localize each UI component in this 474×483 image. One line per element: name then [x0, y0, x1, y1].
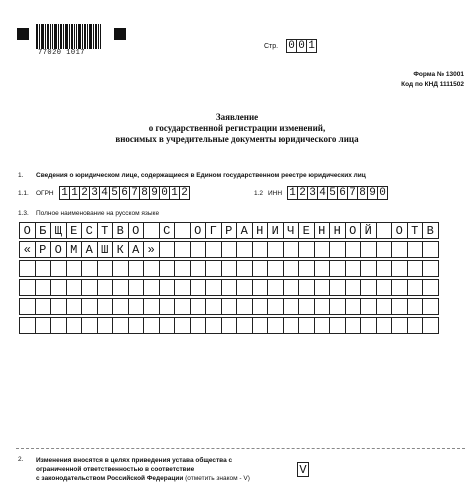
corner-marker-right	[114, 28, 126, 40]
name-letter-cell: О	[391, 222, 408, 239]
name-letter-cell	[329, 260, 346, 277]
name-letter-cell	[314, 241, 331, 258]
title-line-3: вносимых в учредительные документы юридического лица	[115, 134, 359, 144]
section-divider	[16, 448, 465, 449]
name-letter-cell	[205, 241, 222, 258]
name-letter-cell	[143, 260, 160, 277]
inn-number: 1.2	[254, 190, 264, 197]
name-letter-cell	[81, 279, 98, 296]
name-letter-cell	[81, 260, 98, 277]
name-letter-cell	[391, 260, 408, 277]
name-letter-cell	[50, 279, 67, 296]
corner-marker-left	[17, 28, 29, 40]
name-letter-cell	[298, 317, 315, 334]
section-2-hint: (отметить знаком - V)	[185, 475, 250, 482]
ogrn-digit-cell: 7	[129, 186, 140, 200]
ogrn-digit-cell: 8	[139, 186, 150, 200]
name-letter-cell	[66, 298, 83, 315]
name-letter-cell	[190, 279, 207, 296]
name-letter-cell	[159, 260, 176, 277]
name-letter-cell	[221, 317, 238, 334]
name-letter-cell	[143, 222, 160, 239]
ogrn-digit-cell: 9	[149, 186, 160, 200]
inn-digit-cell: 8	[357, 186, 368, 200]
name-letter-cell: Т	[97, 222, 114, 239]
name-letter-cell	[391, 241, 408, 258]
name-letter-cell	[360, 317, 377, 334]
barcode	[36, 24, 101, 49]
name-label: Полное наименование на русском языке	[36, 210, 160, 217]
name-letter-cell	[143, 317, 160, 334]
name-letter-cell: Н	[252, 222, 269, 239]
ogrn-digit-cell: 2	[179, 186, 190, 200]
name-letter-cell	[81, 317, 98, 334]
name-letter-cell: Ш	[97, 241, 114, 258]
name-letter-cell	[50, 317, 67, 334]
inn-digit-cell: 4	[317, 186, 328, 200]
name-letter-cell: Р	[221, 222, 238, 239]
name-letter-cell: С	[159, 222, 176, 239]
section-2-line-3: с законодательством Российской Федерации	[36, 475, 184, 482]
name-letter-cell	[112, 298, 129, 315]
name-letter-cell	[298, 298, 315, 315]
name-letter-cell	[97, 317, 114, 334]
name-letter-cell	[329, 241, 346, 258]
section-2-line-2: ограниченной ответственностью в соответствие	[36, 466, 195, 473]
name-letter-cell	[283, 279, 300, 296]
name-letter-cell	[391, 279, 408, 296]
name-row	[19, 317, 439, 334]
name-letter-cell	[236, 260, 253, 277]
name-letter-cell	[360, 241, 377, 258]
ogrn-digit-cell: 4	[99, 186, 110, 200]
name-letter-cell	[66, 260, 83, 277]
inn-field[interactable]	[287, 186, 388, 200]
name-letter-cell: Б	[35, 222, 52, 239]
name-letter-cell	[391, 317, 408, 334]
name-letter-cell	[159, 241, 176, 258]
name-letter-cell	[252, 298, 269, 315]
name-grid[interactable]	[19, 222, 439, 336]
inn-digit-cell: 1	[287, 186, 298, 200]
name-letter-cell	[345, 241, 362, 258]
name-letter-cell	[97, 260, 114, 277]
name-letter-cell	[407, 279, 424, 296]
name-row	[19, 241, 439, 258]
name-letter-cell	[174, 222, 191, 239]
name-letter-cell	[283, 260, 300, 277]
ogrn-label: ОГРН	[36, 190, 54, 197]
name-letter-cell	[35, 279, 52, 296]
name-letter-cell	[205, 260, 222, 277]
name-letter-cell	[66, 279, 83, 296]
name-letter-cell	[19, 298, 36, 315]
name-letter-cell	[407, 298, 424, 315]
name-letter-cell	[174, 317, 191, 334]
name-letter-cell	[236, 279, 253, 296]
name-letter-cell	[19, 260, 36, 277]
ogrn-digit-cell: 6	[119, 186, 130, 200]
name-letter-cell	[407, 317, 424, 334]
name-letter-cell	[35, 260, 52, 277]
name-letter-cell	[128, 279, 145, 296]
ogrn-number: 1.1.	[18, 190, 29, 197]
name-letter-cell	[19, 279, 36, 296]
name-letter-cell	[190, 298, 207, 315]
name-letter-cell	[407, 260, 424, 277]
page-digit-cell: 1	[306, 39, 317, 53]
title-line-1: Заявление	[215, 112, 259, 122]
name-letter-cell	[236, 241, 253, 258]
knd-code: Код по КНД 1111502	[401, 81, 464, 88]
name-letter-cell	[376, 279, 393, 296]
name-letter-cell	[314, 298, 331, 315]
inn-digit-cell: 6	[337, 186, 348, 200]
ogrn-digit-cell: 0	[159, 186, 170, 200]
name-letter-cell	[267, 260, 284, 277]
name-letter-cell	[205, 298, 222, 315]
name-letter-cell: И	[267, 222, 284, 239]
name-letter-cell	[112, 279, 129, 296]
name-letter-cell: «	[19, 241, 36, 258]
name-letter-cell	[236, 317, 253, 334]
name-letter-cell	[267, 241, 284, 258]
name-letter-cell: Щ	[50, 222, 67, 239]
name-letter-cell	[314, 317, 331, 334]
name-letter-cell: О	[128, 222, 145, 239]
name-letter-cell	[143, 279, 160, 296]
name-letter-cell	[221, 241, 238, 258]
name-letter-cell	[267, 317, 284, 334]
name-letter-cell	[314, 260, 331, 277]
name-letter-cell	[190, 241, 207, 258]
name-letter-cell	[174, 260, 191, 277]
name-letter-cell	[221, 298, 238, 315]
name-letter-cell: К	[112, 241, 129, 258]
name-letter-cell	[35, 317, 52, 334]
page-title	[0, 112, 474, 145]
page-number-cells	[286, 39, 317, 53]
name-letter-cell: А	[236, 222, 253, 239]
inn-digit-cell: 2	[297, 186, 308, 200]
name-letter-cell	[329, 317, 346, 334]
name-letter-cell	[97, 279, 114, 296]
name-letter-cell	[267, 298, 284, 315]
checkbox-mark: V	[297, 462, 309, 477]
name-letter-cell: А	[128, 241, 145, 258]
name-letter-cell: Е	[298, 222, 315, 239]
name-letter-cell	[360, 260, 377, 277]
name-number: 1.3.	[18, 210, 29, 217]
name-letter-cell	[422, 298, 439, 315]
name-letter-cell: С	[81, 222, 98, 239]
name-letter-cell	[298, 260, 315, 277]
name-letter-cell	[283, 241, 300, 258]
name-letter-cell	[221, 260, 238, 277]
name-letter-cell	[376, 222, 393, 239]
name-letter-cell	[205, 279, 222, 296]
name-letter-cell	[329, 279, 346, 296]
name-letter-cell	[345, 260, 362, 277]
page-digit-cell: 0	[286, 39, 297, 53]
ogrn-digit-cell: 1	[169, 186, 180, 200]
name-letter-cell	[329, 298, 346, 315]
name-letter-cell	[252, 241, 269, 258]
name-letter-cell: О	[190, 222, 207, 239]
name-letter-cell	[252, 279, 269, 296]
name-letter-cell	[252, 260, 269, 277]
section-1-number: 1.	[18, 172, 24, 179]
name-letter-cell	[205, 317, 222, 334]
ogrn-digit-cell: 3	[89, 186, 100, 200]
name-row	[19, 298, 439, 315]
inn-digit-cell: 9	[367, 186, 378, 200]
name-row	[19, 222, 439, 239]
section-2-text	[36, 456, 250, 483]
name-letter-cell: О	[19, 222, 36, 239]
name-letter-cell	[236, 298, 253, 315]
ogrn-digit-cell: 1	[59, 186, 70, 200]
form-code	[401, 70, 464, 90]
name-letter-cell	[35, 298, 52, 315]
name-letter-cell	[128, 260, 145, 277]
ogrn-field[interactable]	[59, 186, 190, 200]
name-letter-cell	[298, 279, 315, 296]
inn-digit-cell: 5	[327, 186, 338, 200]
name-letter-cell	[143, 298, 160, 315]
inn-label: ИНН	[268, 190, 283, 197]
inn-digit-cell: 3	[307, 186, 318, 200]
name-row	[19, 260, 439, 277]
name-letter-cell	[81, 298, 98, 315]
name-letter-cell	[50, 298, 67, 315]
name-letter-cell	[190, 317, 207, 334]
name-letter-cell	[283, 298, 300, 315]
name-letter-cell	[391, 298, 408, 315]
name-letter-cell	[376, 241, 393, 258]
name-letter-cell	[298, 241, 315, 258]
name-row	[19, 279, 439, 296]
name-letter-cell	[407, 241, 424, 258]
name-letter-cell	[19, 317, 36, 334]
name-letter-cell	[422, 279, 439, 296]
name-letter-cell	[221, 279, 238, 296]
name-letter-cell: А	[81, 241, 98, 258]
name-letter-cell	[345, 317, 362, 334]
name-letter-cell: Ч	[283, 222, 300, 239]
name-letter-cell: О	[345, 222, 362, 239]
ogrn-digit-cell: 2	[79, 186, 90, 200]
name-letter-cell	[283, 317, 300, 334]
name-letter-cell: В	[422, 222, 439, 239]
name-letter-cell	[190, 260, 207, 277]
name-letter-cell	[174, 241, 191, 258]
section-2-number: 2.	[18, 456, 24, 463]
name-letter-cell	[345, 298, 362, 315]
name-letter-cell	[128, 317, 145, 334]
name-letter-cell	[360, 279, 377, 296]
inn-digit-cell: 7	[347, 186, 358, 200]
name-letter-cell	[174, 279, 191, 296]
name-letter-cell	[97, 298, 114, 315]
name-letter-cell	[422, 260, 439, 277]
name-letter-cell: О	[50, 241, 67, 258]
name-letter-cell	[314, 279, 331, 296]
name-letter-cell: Н	[314, 222, 331, 239]
ogrn-digit-cell: 1	[69, 186, 80, 200]
name-letter-cell	[376, 260, 393, 277]
name-letter-cell: Й	[360, 222, 377, 239]
name-letter-cell	[128, 298, 145, 315]
ogrn-digit-cell: 5	[109, 186, 120, 200]
name-letter-cell	[376, 298, 393, 315]
name-letter-cell	[174, 298, 191, 315]
title-line-2: о государственной регистрации изменений,	[148, 123, 326, 133]
name-letter-cell: Т	[407, 222, 424, 239]
name-letter-cell: Г	[205, 222, 222, 239]
name-letter-cell	[267, 279, 284, 296]
name-letter-cell	[112, 317, 129, 334]
page-digit-cell: 0	[296, 39, 307, 53]
barcode-number: 77020 1017	[38, 49, 86, 57]
name-letter-cell: Н	[329, 222, 346, 239]
name-letter-cell	[159, 279, 176, 296]
section-2-line-1: Изменения вносятся в целях приведения устава общества с	[36, 457, 233, 464]
name-letter-cell	[345, 279, 362, 296]
section-1-label: Сведения о юридическом лице, содержащиеся в Едином государственном реестре юридических лиц	[36, 172, 366, 179]
page-label: Стр.	[264, 43, 279, 50]
section-2-checkbox[interactable]	[297, 462, 309, 477]
name-letter-cell	[422, 241, 439, 258]
name-letter-cell: Р	[35, 241, 52, 258]
name-letter-cell	[252, 317, 269, 334]
name-letter-cell	[376, 317, 393, 334]
name-letter-cell	[50, 260, 67, 277]
name-letter-cell	[360, 298, 377, 315]
name-letter-cell	[159, 317, 176, 334]
name-letter-cell	[112, 260, 129, 277]
name-letter-cell	[66, 317, 83, 334]
name-letter-cell	[159, 298, 176, 315]
name-letter-cell: Е	[66, 222, 83, 239]
name-letter-cell: В	[112, 222, 129, 239]
name-letter-cell: М	[66, 241, 83, 258]
inn-digit-cell: 0	[377, 186, 388, 200]
name-letter-cell: »	[143, 241, 160, 258]
form-number: Форма № 13001	[413, 71, 464, 78]
name-letter-cell	[422, 317, 439, 334]
